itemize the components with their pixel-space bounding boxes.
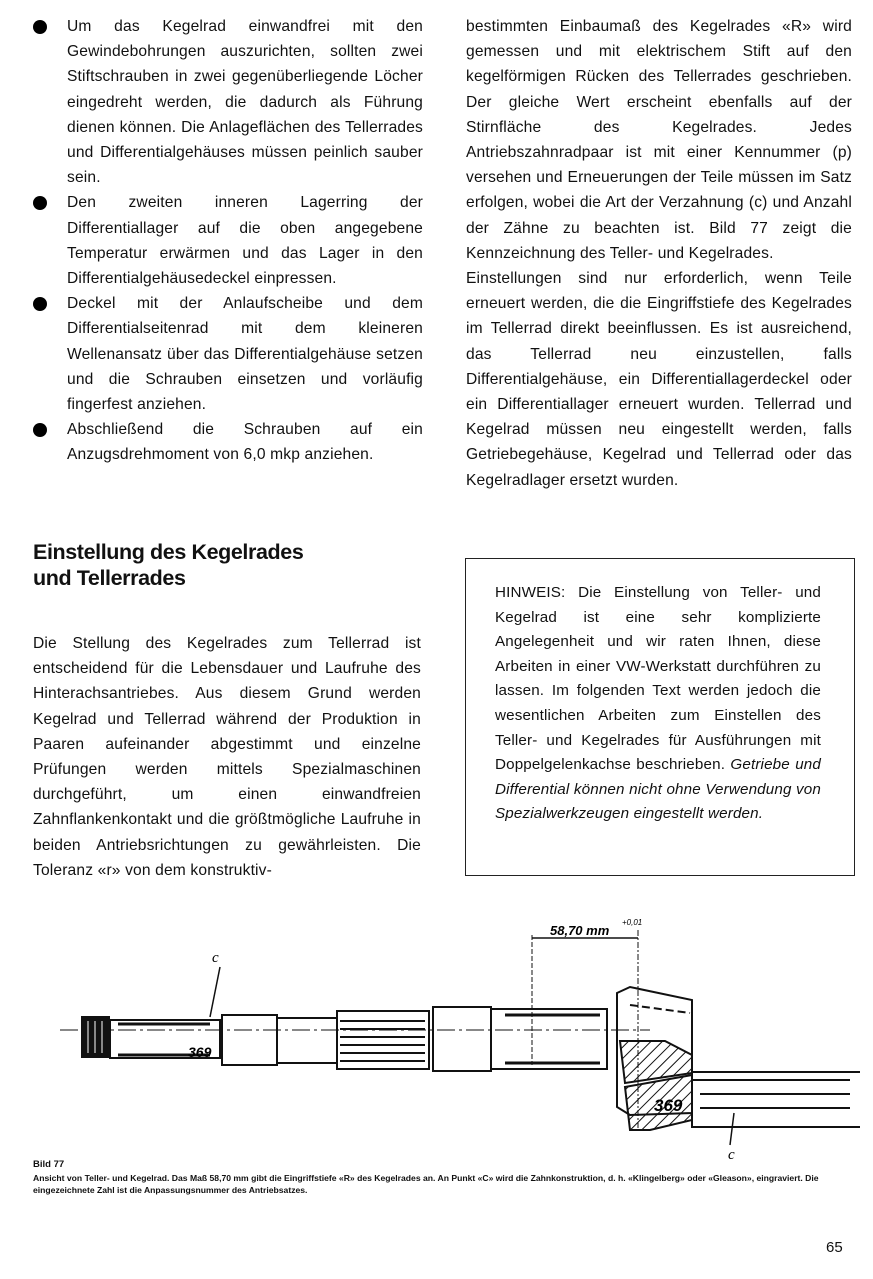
figure-caption	[33, 1159, 863, 1197]
tolerance-label: +0,01	[622, 918, 643, 927]
list-item	[33, 190, 423, 291]
bullet-text: Den zweiten inneren Lagerring der Differentiallager auf die oben angegebene Temperatur erwärmen und das Lager in den Differentialgehäusedeckel einpressen.	[67, 194, 423, 288]
heading-line-1: Einstellung des Kegelrades	[33, 540, 304, 564]
page-number: 65	[826, 1239, 843, 1256]
section-paragraph: Die Stellung des Kegelrades zum Tellerrad ist entscheidend für die Lebensdauer und Laufruhe des Hinterachsantriebes. Aus diesem Grund werden Kegelrad und Tellerrad während der Produktion in Paaren aufeinander abgestimmt und einzelne Prüfungen werden mittels Spezialmaschinen durchgeführt, um einen einwandfreien Zahnflankenkontakt und die größtmögliche Laufruhe in beiden Antriebsrichtungen zu gewährleisten. Die Toleranz «r» von dem konstruktiv-	[33, 635, 421, 879]
bullet-text: Um das Kegelrad einwandfrei mit den Gewindebohrungen auszurichten, sollten zwei Stiftschrauben in zwei gegenüberliegende Löcher eingedreht werden, die dadurch als Führung dienen können. Die Anlageflächen des Tellerrades und Differentialgehäuses müssen peinlich sauber sein.	[67, 18, 423, 187]
list-item	[33, 417, 423, 467]
section-heading	[33, 539, 433, 591]
bullet-icon	[33, 297, 47, 311]
heading-line-2: und Tellerrades	[33, 566, 186, 590]
section-body	[33, 631, 421, 883]
note-regular-text: HINWEIS: Die Einstellung von Teller- und Kegelrad ist eine sehr komplizierte Angelegenheit und wir raten Ihnen, diese Arbeiten in einer VW-Werkstatt durchführen zu lassen. Im folgenden Text werden jedoch die wesentlichen Arbeiten zum Einstellen des Teller- und Kegelrades für Ausführungen mit Doppelgelenkachse beschrieben.	[495, 584, 821, 774]
dimension-label: 58,70 mm	[550, 923, 610, 938]
right-column	[466, 14, 852, 493]
label-c-top: c	[212, 950, 219, 966]
bullet-icon	[33, 20, 47, 34]
bullet-text: Deckel mit der Anlaufscheibe und dem Differentialseitenrad mit dem kleineren Wellenansatz über das Differentialgehäuse setzen und die Schrauben einsetzen und vorläufig fingerfest anziehen.	[67, 295, 423, 414]
bullet-icon	[33, 196, 47, 210]
note-text	[495, 581, 821, 827]
caption-text: Ansicht von Teller- und Kegelrad. Das Maß 58,70 mm gibt die Eingriffstiefe «R» des Kegelrades an. An Punkt «C» wird die Zahnkonstruktion, d. h. «Klingelberg» oder «Gleason», eingraviert. Die eingezeichnete Zahl ist die Anpassungsnummer des Antriebsatzes.	[33, 1172, 819, 1195]
shaft-number: 369	[188, 1044, 212, 1060]
bullet-icon	[33, 423, 47, 437]
label-c-bottom: c	[728, 1147, 735, 1163]
bullet-list	[33, 14, 423, 468]
list-item	[33, 14, 423, 190]
note-italic-text: Getriebe und Differential können nicht ohne Verwendung von Spezialwerkzeugen eingestellt werden.	[495, 756, 821, 823]
caption-title: Bild 77	[33, 1159, 65, 1170]
right-paragraph-2: Einstellungen sind nur erforderlich, wenn Teile erneuert werden, die die Eingriffstiefe des Kegelrades im Tellerrad direkt beeinflussen. Es ist ausreichend, das Tellerrad neu einzustellen, falls Differentialgehäuse, ein Differentiallagerdeckel oder ein Differentiallager erneuert wurden. Tellerrad und Kegelrad müssen neu eingestellt werden, falls Getriebegehäuse, Kegelrad und Tellerrad oder das Kegelradlager ersetzt wurden.	[466, 270, 852, 489]
bullet-text: Abschließend die Schrauben auf ein Anzugsdrehmoment von 6,0 mkp anziehen.	[67, 421, 423, 464]
pinion-ring-gear-drawing	[40, 905, 860, 1165]
ring-number: 369	[654, 1096, 683, 1115]
right-paragraph-1: bestimmten Einbaumaß des Kegelrades «R» wird gemessen und mit elektrischem Stift auf den kegelförmigen Rücken des Tellerrades geschrieben. Der gleiche Wert erscheint ebenfalls auf der Stirnfläche des Kegelrades. Jedes Antriebszahnradpaar ist mit einer Kennummer (p) versehen und Erneuerungen der Teile müssen im Satz erfolgen, wobei die Art der Verzahnung (c) und Anzahl der Zähne zu beachten ist. Bild 77 zeigt die Kennzeichnung des Teller- und Kegelrades.	[466, 18, 852, 262]
gear-diagram	[40, 905, 860, 1165]
note-box	[465, 558, 855, 876]
list-item	[33, 291, 423, 417]
